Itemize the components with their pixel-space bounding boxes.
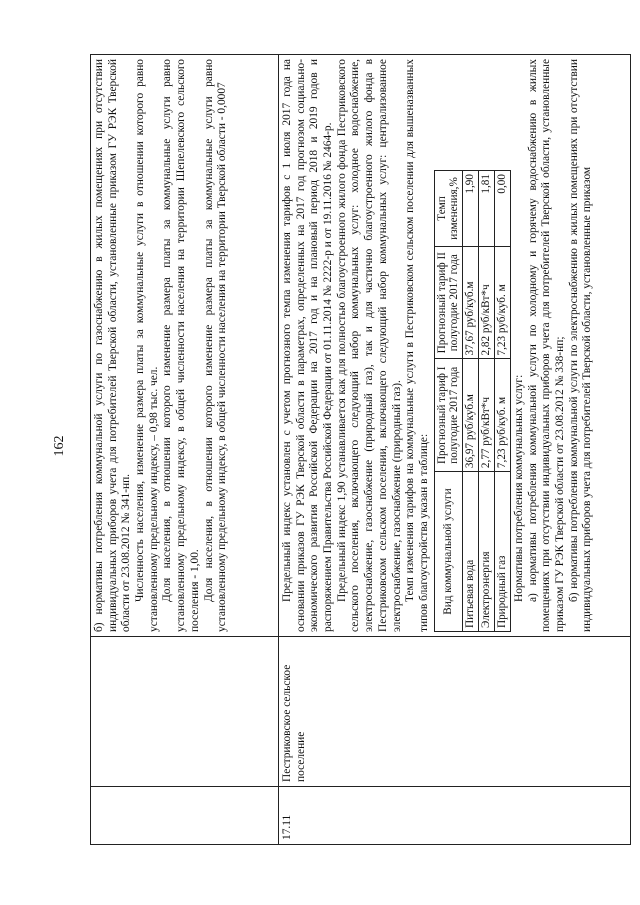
tariff-cell: 1,81 [479,171,495,247]
tariff-cell: 1,90 [463,171,479,247]
tariff-header-row [434,171,463,632]
paragraph: Доля населения, в отношении которого изменение размера платы за коммунальные услуги равно установленному предельному индексу, в общей численности населения на территории Шепелевского сельского поселения - 1,00. [161,59,201,632]
tariff-header-cell: Темп изменения,% [434,171,463,247]
table-row-previous [91,55,279,845]
tariff-header-cell: Прогнозный тариф I полугодие 2017 года [434,359,463,472]
row-text-cell [91,55,279,637]
tariff-row [479,171,495,632]
paragraph: б) нормативы потребления коммунальной услуги по газоснабжению в жилых помещениях при отсутствии индивидуальных приборов учета для потребителей Тверской области, установленные приказом ГУ РЭК Тверской области от 23.08.2012 № 341-нп. [93,59,133,632]
row-name-cell [91,637,279,787]
tariff-cell: Электроэнергия [479,472,495,632]
tariff-cell: Природный газ [495,472,511,632]
row-number-cell: 17.11 [279,787,631,845]
paragraph: Предельный индекс установлен с учетом прогнозного темпа изменения тарифов с 1 июля 2017 года на основании приказов ГУ РЭК Тверской области в параметрах, определенных на 2017 год прогнозом социально-экономического развития Российской Федерации на 2017 год и на плановый период 2018 и 2019 годов и распоряжением Правительства Российской Федерации от 01.11.2014 № 2222-р и от 19.11.2016 № 2464-р. [281,59,335,632]
tariff-cell: 36,97 руб/куб.м [463,359,479,472]
tariff-cell: 0,00 [495,171,511,247]
paragraph: Доля населения, в отношении которого изменение размера платы за коммунальные услуги равно установленному предельному индексу, в общей численности населения на территории Тверской области - 0,0007 [202,59,229,632]
tariff-row [495,171,511,632]
paragraph: а) нормативы потребления коммунальной услуги по холодному и горячему водоснабжению в жилых помещениях при отсутствии индивидуальных приборов учета для потребителей Тверской области, установленные приказом ГУ РЭК Тверской области от 23.08.2012 № 338-нп; [526,59,566,632]
page-number-text: 162 [52,435,67,457]
paragraph: Нормативы потребления коммунальных услуг: [512,374,525,602]
paragraph: б) нормативы потребления коммунальной услуги по электроснабжению в жилых помещениях при отсутствии индивидуальных приборов учета для потребителей Тверской области, установленные приказом [567,59,594,632]
tariff-cell: 2,82 руб/кВт*ч [479,246,495,359]
tariff-cell: 37,67 руб/куб.м [463,246,479,359]
tariff-table [434,170,511,632]
row-text-cell [279,55,631,637]
tariff-cell: 7,23 руб/куб. м [495,246,511,359]
main-table [90,54,631,845]
tariff-cell: 7,23 руб/куб. м [495,359,511,472]
row-name-cell: Пестриковское сельское поселение [279,637,631,787]
paragraph: Предельный индекс 1,90 устанавливается как для полностью благоустроенного жилого фонда Пестриковского сельского поселения, включающего следующий набор коммунальных услуг: холодное водоснабжение, электроснабжение, газоснабжение (природный газ), так и для частично благоустроенного жилого фонда в Пестриковском сельском поселении, включающего следующий набор коммунальных услуг: централизованное электроснабжение, газоснабжение (природный газ). [335,59,403,632]
tariff-row [463,171,479,632]
tariff-cell: Питьевая вода [463,472,479,632]
paragraph: Численность населения, изменение размера платы за коммунальные услуги в отношении которого равно установленному предельному индексу, – 0,98 тыс. чел. [134,59,160,632]
tariff-cell: 2,77 руб/кВт*ч [479,359,495,472]
tariff-header-cell: Вид коммунальной услуги [434,472,463,632]
table-row-pestrikovskoe [279,55,631,845]
document-sheet [90,55,630,845]
paragraph: Темп изменения тарифов на коммунальные услуги в Пестриковском сельском поселении для вышеназванных типов благоустройства указан в таблице: [404,59,430,632]
row-number-cell [91,787,279,845]
tariff-header-cell: Прогнозный тариф II полугодие 2017 года [434,246,463,359]
